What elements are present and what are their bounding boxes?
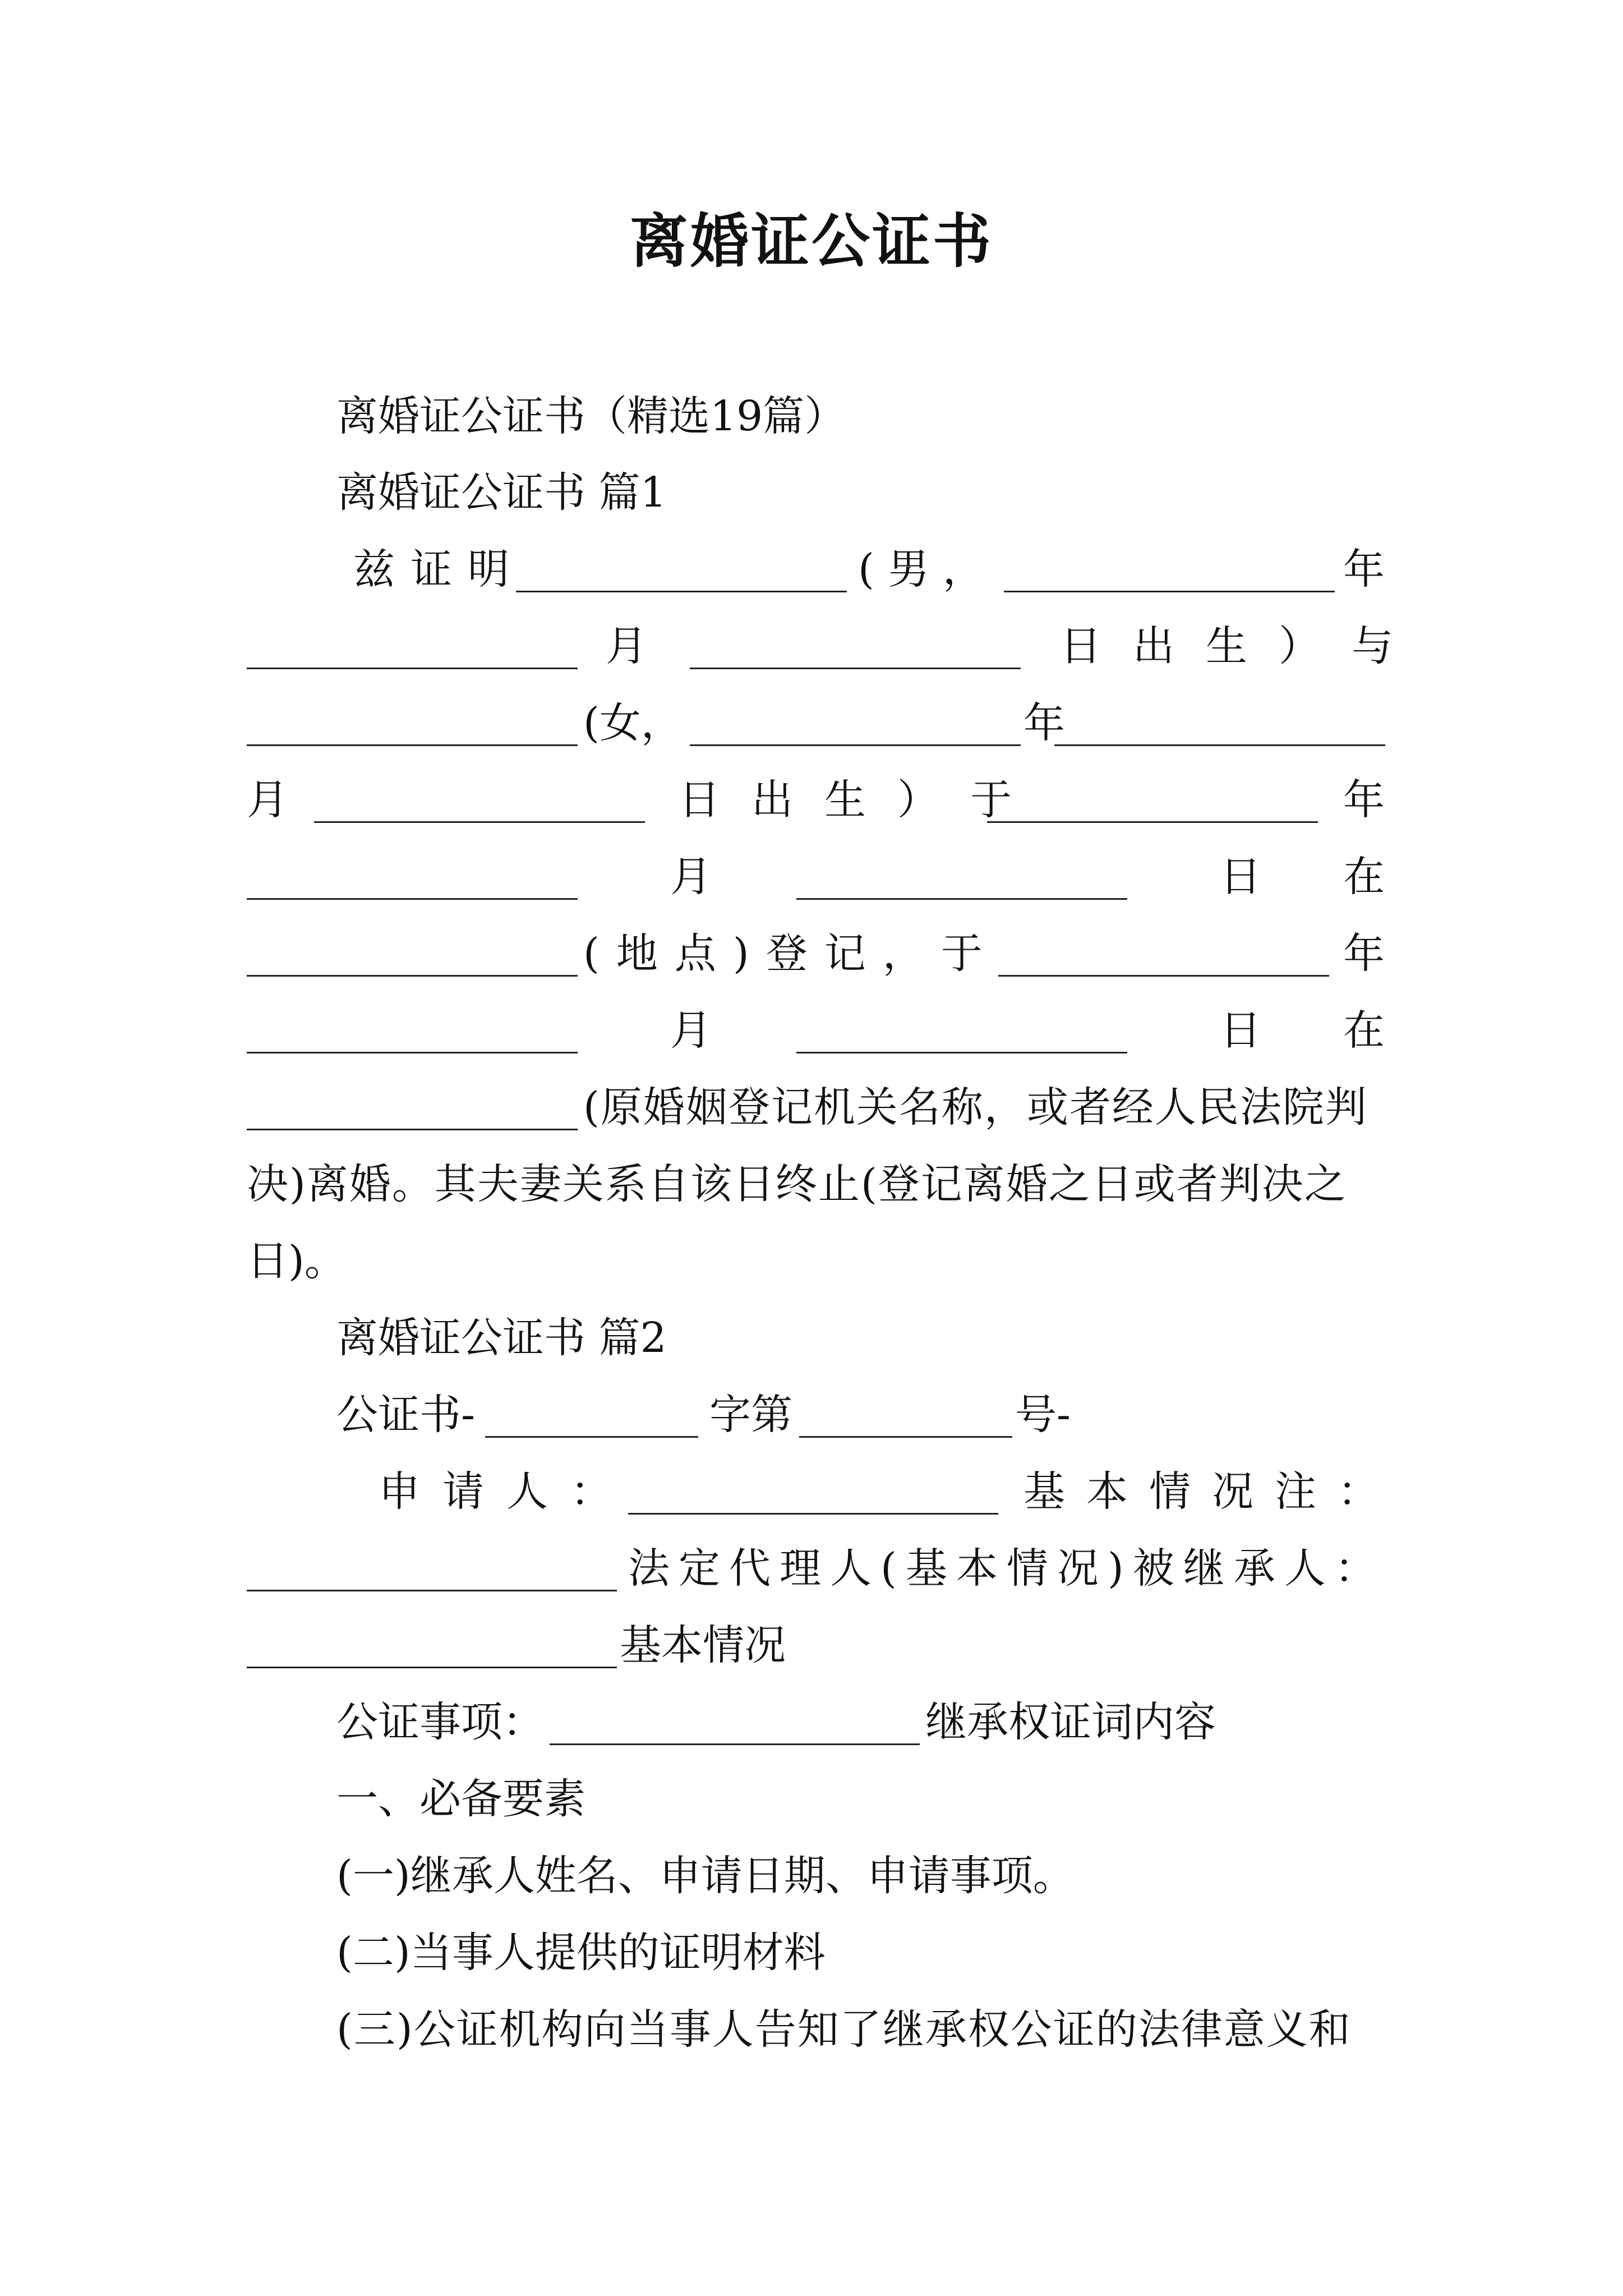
- blank-male-birth-year: [1004, 530, 1335, 592]
- blank-female-birth-month: [1054, 684, 1385, 746]
- text-didian: (地点)登记，于: [583, 930, 999, 978]
- p1-line-3: [247, 684, 1385, 762]
- text-authority: (原婚姻登记机关名称，或者经人民法院判: [583, 1083, 1368, 1131]
- text-zai: 在: [1343, 853, 1385, 901]
- p1-line-4: [247, 761, 1385, 839]
- text-matter: 公证事项：: [336, 1698, 544, 1746]
- p1-line-7: [247, 991, 1385, 1070]
- text-basic: 基本情况: [620, 1621, 786, 1669]
- p1-line-9: 决)离婚。其夫妻关系自该日终止(登记离婚之日或者判决之: [247, 1160, 1347, 1208]
- blank-female-name: [247, 684, 578, 746]
- blank-cert-number: [799, 1375, 1012, 1438]
- blank-divorce-month: [247, 991, 578, 1053]
- blank-applicant: [628, 1452, 998, 1515]
- blank-divorce-day: [796, 991, 1127, 1053]
- text-female: (女，: [583, 699, 683, 747]
- text-legal-rep: 法定代理人(基本情况)被继承人：: [628, 1544, 1385, 1593]
- p1-line-10: 日)。: [247, 1237, 346, 1285]
- item-3: (三)公证机构向当事人告知了继承权公证的法律意义和: [336, 2005, 1352, 2054]
- section-1-heading: 一、必备要素: [336, 1775, 585, 1823]
- blank-divorce-year: [998, 914, 1329, 977]
- blank-register-month: [247, 838, 578, 900]
- text-yue-2: 月: [247, 776, 288, 824]
- blank-register-day: [796, 838, 1127, 900]
- p2-line-4: [247, 1606, 1385, 1685]
- text-applicant: 申请人：: [379, 1467, 634, 1516]
- text-yue-3: 月: [670, 853, 712, 901]
- text-ri-chu-sheng: 日出生）与: [1060, 622, 1424, 670]
- blank-matter: [550, 1683, 920, 1745]
- text-nian: 年: [1343, 545, 1385, 593]
- item-1: (一)继承人姓名、申请日期、申请事项。: [336, 1852, 1075, 1900]
- text-content: 继承权证词内容: [925, 1698, 1216, 1746]
- blank-authority: [247, 1068, 578, 1130]
- p1-line-5: [247, 838, 1385, 916]
- p2-line-5: [247, 1683, 1385, 1761]
- text-zidi: 字第: [709, 1391, 792, 1439]
- p1-line-8: [247, 1068, 1385, 1147]
- blank-deceased: [247, 1606, 617, 1668]
- blank-male-name: [516, 530, 847, 592]
- blank-female-birth-day: [314, 761, 645, 823]
- text-zi-zheng-ming: 兹证明: [353, 545, 525, 593]
- text-nian-2: 年: [1023, 699, 1065, 747]
- blank-place: [247, 914, 578, 977]
- text-ri: 日: [1220, 853, 1261, 901]
- p2-line-1: [247, 1375, 1385, 1454]
- blank-male-birth-day: [690, 607, 1021, 669]
- p1-line-2: [247, 607, 1424, 685]
- section-heading-2: 离婚证公证书 篇2: [336, 1314, 667, 1362]
- text-ri-2: 日: [1220, 1006, 1261, 1055]
- text-hao: 号-: [1015, 1391, 1071, 1439]
- subtitle: 离婚证公证书（精选19篇）: [336, 392, 846, 440]
- blank-legal-rep: [247, 1529, 617, 1591]
- text-nian-3: 年: [1343, 776, 1385, 824]
- blank-male-birth-month: [247, 607, 578, 669]
- text-nian-4: 年: [1343, 930, 1385, 978]
- section-heading-1: 离婚证公证书 篇1: [336, 468, 667, 517]
- text-male: (男，: [858, 545, 998, 593]
- text-ri-chu-sheng-2: 日出生）于: [679, 776, 1043, 824]
- document-title: 离婚证公证书: [629, 206, 993, 275]
- text-gzs: 公证书-: [336, 1391, 476, 1439]
- p2-line-3: [247, 1529, 1385, 1608]
- blank-cert-prefix: [485, 1375, 698, 1438]
- text-zai-2: 在: [1343, 1006, 1385, 1055]
- p1-line-6: [247, 914, 1385, 993]
- text-yue-4: 月: [670, 1006, 712, 1055]
- blank-female-birth-year: [690, 684, 1021, 746]
- text-yue: 月: [606, 622, 647, 670]
- blank-register-year: [987, 761, 1318, 823]
- text-basic-note: 基本情况注：: [1023, 1467, 1400, 1516]
- p1-line-1: [247, 530, 1385, 609]
- p2-line-2: [247, 1452, 1400, 1531]
- item-2: (二)当事人提供的证明材料: [336, 1929, 826, 1977]
